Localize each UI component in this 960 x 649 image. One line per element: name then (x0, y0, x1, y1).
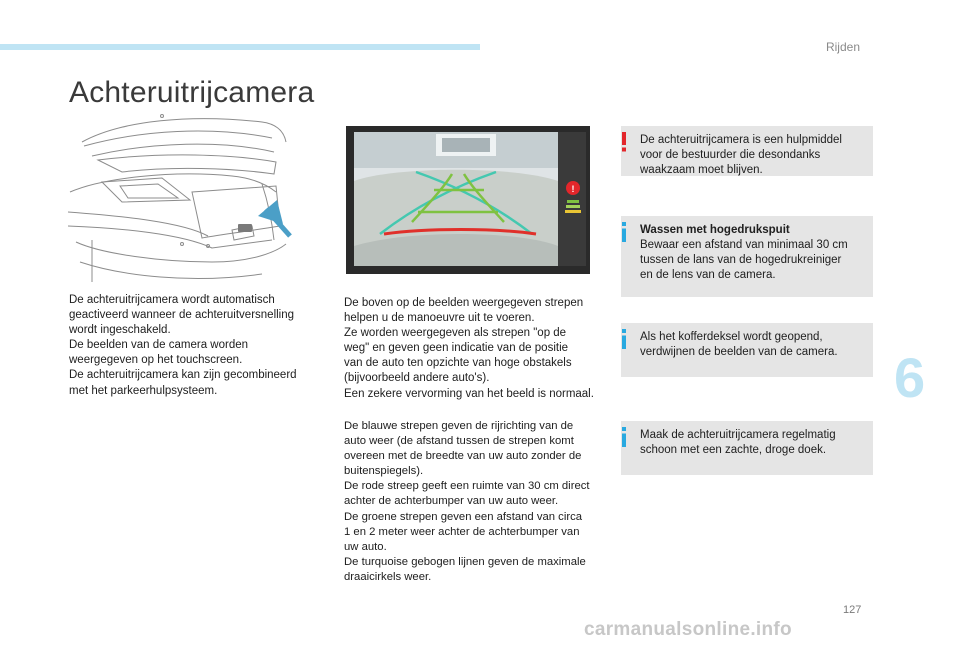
text-line: helpen u de manoeuvre uit te voeren. (344, 312, 535, 325)
text-line: 1 en 2 meter weer achter de achterbumper van (344, 525, 580, 538)
info-note-cleaning (621, 421, 873, 475)
warning-icon (621, 132, 627, 152)
guide-lines-text (344, 296, 604, 402)
note-line: tussen de lans van de hogedrukreiniger (640, 254, 842, 267)
info-icon (621, 222, 627, 242)
note-line: Maak de achteruitrijcamera regelmatig (640, 429, 836, 441)
text-line: weg" en geven geen indicatie van de positie (344, 342, 569, 355)
note-line: Als het kofferdeksel wordt geopend, (640, 331, 823, 343)
note-line: voor de bestuurder die desondanks (640, 149, 821, 162)
warning-note (621, 126, 873, 176)
text-line: Ze worden weergegeven als strepen "op de (344, 327, 567, 340)
header-accent-bar (0, 44, 480, 50)
text-line: (bijvoorbeeld andere auto's). (344, 372, 490, 385)
text-line: De blauwe strepen geven de rijrichting van de (344, 420, 574, 432)
chapter-number: 6 (894, 346, 926, 409)
rear-camera-view-illustration (346, 126, 590, 274)
note-line: schoon met een zachte, droge doek. (640, 444, 827, 457)
page-number: 127 (843, 604, 862, 616)
note-heading: Wassen met hogedrukspuit (640, 224, 790, 236)
page-title: Achteruitrijcamera (69, 76, 315, 109)
note-line: waakzaam moet blijven. (640, 164, 763, 177)
text-line: De rode streep geeft een ruimte van 30 cm direct (344, 480, 590, 493)
line-colors-text (344, 419, 609, 585)
text-line: weergegeven op het touchscreen. (69, 354, 243, 367)
text-line: De turquoise gebogen lijnen geven de maximale (344, 555, 586, 568)
text-line: De achteruitrijcamera wordt automatisch (69, 294, 275, 306)
text-line: auto weer (de afstand tussen de strepen komt (344, 435, 574, 448)
car-rear-illustration (62, 112, 316, 290)
text-line: De boven op de beelden weergegeven strepen (344, 297, 584, 309)
svg-text:!: ! (571, 184, 575, 194)
note-line: en de lens van de camera. (640, 269, 776, 282)
text-line: Een zekere vervorming van het beeld is normaal. (344, 387, 594, 400)
text-line: De achteruitrijcamera kan zijn gecombineerd (69, 369, 297, 382)
text-line: van de auto ten opzichte van hoge obstakels (344, 357, 572, 370)
watermark: carmanualsonline.info (584, 619, 792, 640)
text-line: uw auto. (344, 540, 387, 553)
text-line: achter de achterbumper van uw auto weer. (344, 495, 559, 508)
note-line: De achteruitrijcamera is een hulpmiddel (640, 134, 842, 146)
text-line: De groene strepen geven een afstand van circa (344, 510, 583, 523)
section-title: Rijden (825, 40, 860, 54)
note-line: Bewaar een afstand van minimaal 30 cm (640, 239, 848, 252)
info-icon (621, 427, 627, 447)
text-line: wordt ingeschakeld. (69, 324, 171, 337)
text-line: met het parkeerhulpsysteem. (69, 384, 218, 397)
intro-text (69, 293, 329, 399)
text-line: draaicirkels weer. (344, 570, 432, 583)
info-note-tailgate (621, 323, 873, 377)
info-icon (621, 329, 627, 349)
info-note-washing (621, 216, 873, 297)
text-line: buitenspiegels). (344, 465, 424, 478)
note-line: verdwijnen de beelden van de camera. (640, 346, 838, 359)
text-line: geactiveerd wanneer de achteruitversnelling (69, 309, 295, 322)
text-line: De beelden van de camera worden (69, 339, 249, 352)
text-line: overeen met de breedte van uw auto zonder de (344, 450, 582, 463)
